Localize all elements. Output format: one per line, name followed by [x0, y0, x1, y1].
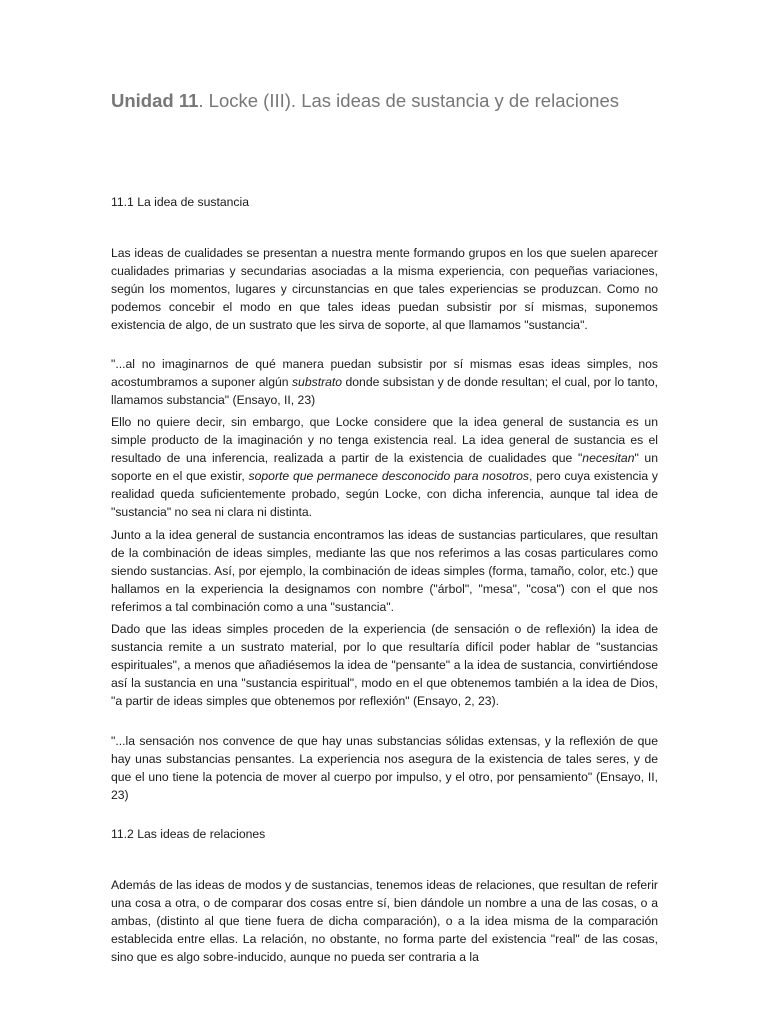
title-unit: Unidad 11 [111, 90, 199, 111]
paragraph-2-emphasis-2: soporte que permanece desconocido para nosotros [248, 469, 530, 483]
paragraph-4: Dado que las ideas simples proceden de la experiencia (de sensación o de reflexión) la idea de sustancia remite a un sustrato material, por lo que resultaría difícil poder hablar de "sustancias espirituales", a menos que añadiésemos la idea de "pensante" a la idea de sustancia, convirtiéndose así la sustancia en una "sustancia espiritual", modo en el que obtenemos también a la idea de Dios, "a partir de ideas simples que obtenemos por reflexión" (Ensayo, 2, 23). [111, 622, 658, 708]
paragraph-2 [111, 413, 658, 521]
paragraph-3: Junto a la idea general de sustancia encontramos las ideas de sustancias particulares, que resultan de la combinación de ideas simples, mediante las que nos referimos a las cosas particulares como siendo sustancias. Así, por ejemplo, la combinación de ideas simples (forma, tamaño, color, etc.) que hallamos en la experiencia la designamos con nombre ("árbol", "mesa", "cosa") con el que nos referimos a tal combinación como a una "sustancia". [111, 528, 658, 614]
paragraph-2-emphasis-1: necesitan [582, 451, 635, 465]
section-heading-2: 11.2 Las ideas de relaciones [111, 827, 266, 841]
paragraph-2-part-c: , pero cuya existencia y realidad queda suficientemente probado, según Locke, con dicha inferencia, aunque tal idea de "sustancia" no sea ni clara ni distinta. [111, 469, 659, 519]
paragraph-2-part-a: Ello no quiere decir, sin embargo, que Locke considere que la idea general de sustancia es un simple producto de la imaginación y no tenga existencia real. La idea general de sustancia es el resultado de una inferencia, realizada a partir de la existencia de cualidades que " [111, 415, 658, 465]
page-title [111, 89, 671, 113]
quote-paragraph-1 [111, 355, 658, 409]
title-text: . Locke (III). Las ideas de sustancia y de relaciones [198, 90, 619, 111]
quote-1-emphasis: substrato [291, 375, 343, 389]
quote-1-part-b: donde subsistan y de donde resultan; el cual, por lo tanto, llamamos substancia" (Ensayo, II, 23) [111, 375, 658, 407]
paragraph-2-part-b: " un soporte en el que existir, [111, 451, 658, 483]
quote-paragraph-2: "...la sensación nos convence de que hay unas substancias sólidas extensas, y la reflexión de que hay unas substancias pensantes. La experiencia nos asegura de la existencia de tales seres, y de que el uno tiene la potencia de mover al cuerpo por impulso, y el otro, por pensamiento" (Ensayo, II, 23) [111, 734, 658, 802]
quote-1-part-a: "...al no imaginarnos de qué manera puedan subsistir por sí mismas esas ideas simples, nos acostumbramos a suponer algún [111, 357, 658, 389]
section-heading-1: 11.1 La idea de sustancia [111, 195, 250, 209]
paragraph-5: Además de las ideas de modos y de sustancias, tenemos ideas de relaciones, que resultan de referir una cosa a otra, o de comparar dos cosas entre sí, bien dándole un nombre a una de las cosas, o a ambas, (distinto al que tiene fuera de dicha comparación), o a la idea misma de la comparación establecida entre ellas. La relación, no obstante, no forma parte del existencia "real" de las cosas, sino que es algo sobre-inducido, aunque no pueda ser contraria a la [111, 878, 658, 964]
paragraph-1: Las ideas de cualidades se presentan a nuestra mente formando grupos en los que suelen aparecer cualidades primarias y secundarias asociadas a la misma experiencia, con pequeñas variaciones, según los momentos, lugares y circunstancias en que tales experiencias se produzcan. Como no podemos concebir el modo en que tales ideas puedan subsistir por sí mismas, suponemos existencia de algo, de un sustrato que les sirva de soporte, al que llamamos "sustancia". [111, 246, 658, 332]
